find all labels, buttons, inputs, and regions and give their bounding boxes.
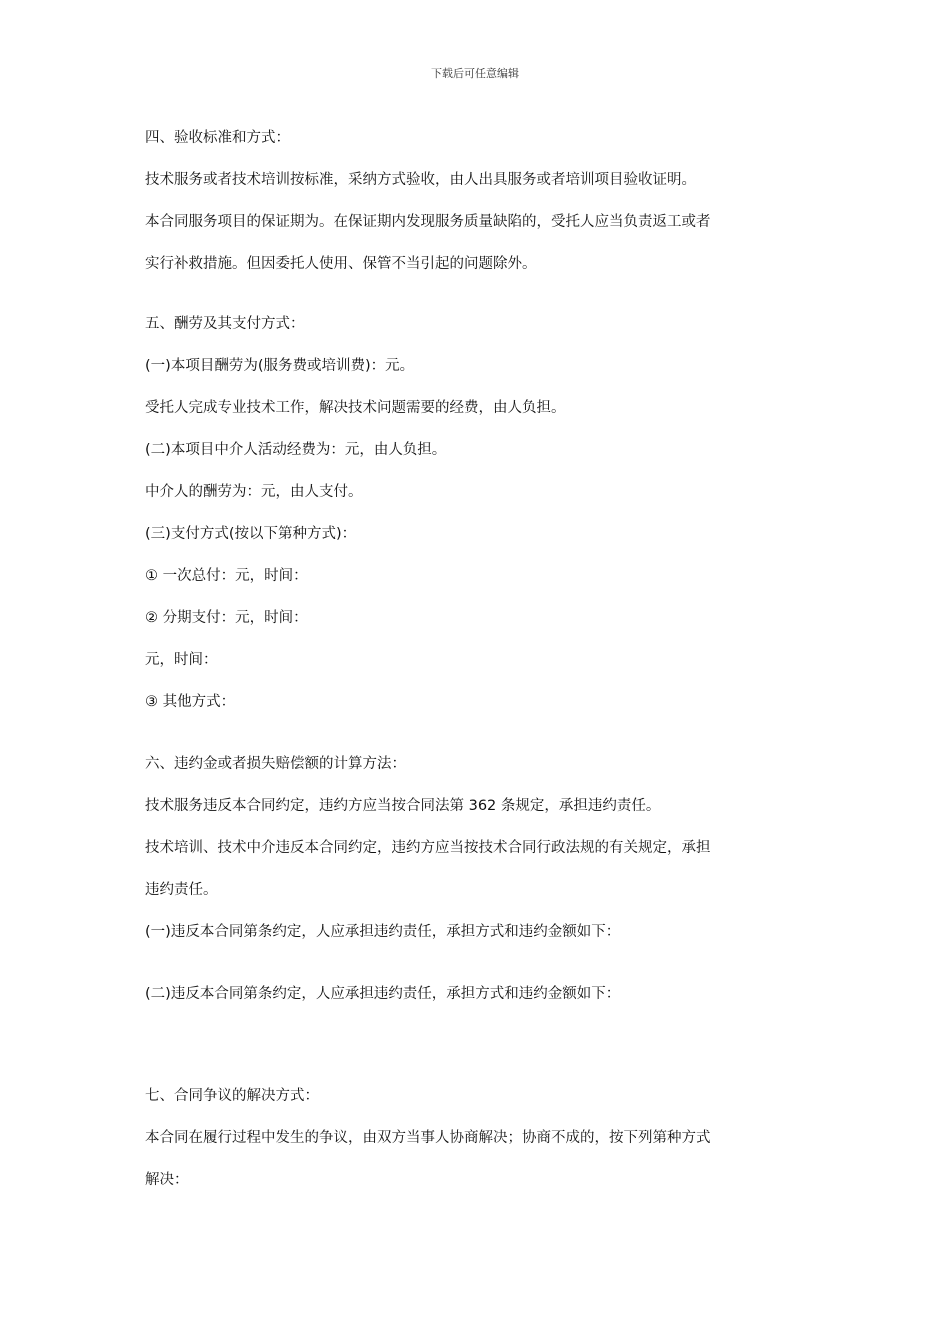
section-4-heading: 四、验收标准和方式：	[145, 130, 290, 146]
paragraph-line: 技术培训、技术中介违反本合同约定，违约方应当按技术合同行政法规的有关规定，承担	[145, 840, 711, 856]
paragraph-line: 技术服务或者技术培训按标准，采纳方式验收，由人出具服务或者培训项目验收证明。	[145, 172, 696, 188]
paragraph-line: 中介人的酬劳为：元，由人支付。	[145, 484, 363, 500]
paragraph-line: 实行补救措施。但因委托人使用、保管不当引起的问题除外。	[145, 256, 537, 272]
page-header: 下载后可任意编辑	[431, 67, 519, 80]
paragraph-line: 本合同在履行过程中发生的争议，由双方当事人协商解决；协商不成的，按下列第种方式	[145, 1130, 711, 1146]
paragraph-line: 受托人完成专业技术工作，解决技术问题需要的经费，由人负担。	[145, 400, 566, 416]
paragraph-line: (二)本项目中介人活动经费为：元，由人负担。	[145, 442, 447, 458]
paragraph-line: (三)支付方式(按以下第种方式)：	[145, 526, 357, 542]
payment-option-1: ① 一次总付：元，时间：	[145, 568, 308, 584]
paragraph-line: 元，时间：	[145, 652, 218, 668]
section-7-heading: 七、合同争议的解决方式：	[145, 1088, 319, 1104]
section-6-heading: 六、违约金或者损失赔偿额的计算方法：	[145, 756, 406, 772]
payment-option-3: ③ 其他方式：	[145, 694, 236, 710]
payment-option-2: ② 分期支付：元，时间：	[145, 610, 308, 626]
paragraph-line: 本合同服务项目的保证期为。在保证期内发现服务质量缺陷的，受托人应当负责返工或者	[145, 214, 711, 230]
paragraph-line: 违约责任。	[145, 882, 218, 898]
paragraph-line: (一)本项目酬劳为(服务费或培训费)：元。	[145, 358, 415, 374]
paragraph-line: (二)违反本合同第条约定，人应承担违约责任，承担方式和违约金额如下：	[145, 986, 621, 1002]
paragraph-line: 解决：	[145, 1172, 189, 1188]
paragraph-line: 技术服务违反本合同约定，违约方应当按合同法第 362 条规定，承担违约责任。	[145, 798, 661, 814]
section-5-heading: 五、酬劳及其支付方式：	[145, 316, 305, 332]
paragraph-line: (一)违反本合同第条约定，人应承担违约责任，承担方式和违约金额如下：	[145, 924, 621, 940]
